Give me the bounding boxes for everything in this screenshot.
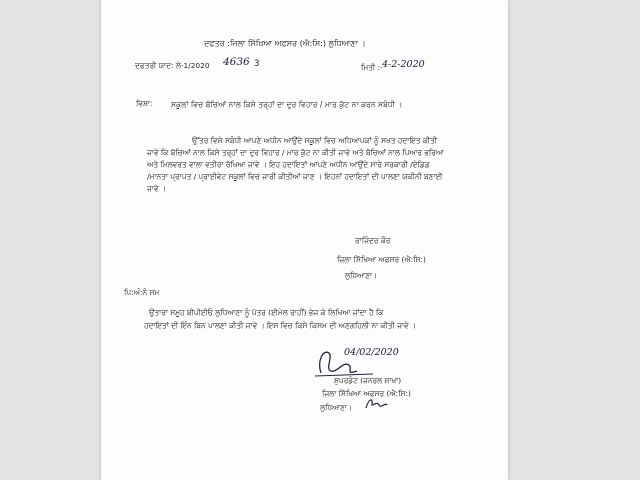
second-signature-date: 04/02/2020 <box>344 347 399 358</box>
memo-number-suffix: 3 <box>254 59 260 69</box>
memo-number-handwritten: 4636 <box>223 56 250 68</box>
body-line-4: /ਮਾਨਤਾ ਪ੍ਰਾਪਤ / ਪ੍ਰਾਈਵੇਟ ਸਕੂਲਾਂ ਵਿਚ ਜਾਰੀ ਕੀਤੀਆਂ ਜਾਣ । ਇਹਨਾਂ ਹਦਾਇਤਾਂ ਦੀ ਪਾਲਣਾ ਯਕੀਨੀ ਬਣਾਈ <box>147 172 443 181</box>
body-line-5: ਜਾਵੇ । <box>147 184 166 193</box>
subject-text: ਸਕੂਲਾਂ ਵਿਚ ਬੱਚਿਆਂ ਨਾਲ ਕਿਸੇ ਤਰ੍ਹਾਂ ਦਾ ਦੁਰ ਵਿਹਾਰ / ਮਾਰ ਕੁੱਟ ਨਾ ਕਰਨ ਸਬੰਧੀ । <box>171 100 403 109</box>
copy-label: ਪਿ:ਅੰ:ਨੰ ਸਮ <box>124 288 160 297</box>
body-line-3: ਅਤੇ ਮਿਲਵਰਤ ਵਾਲਾ ਵਤੀਰਾ ਰੱਖਿਆ ਜਾਵੇ । ਇਹ ਹਦਾਇਤਾਂ ਆਪਣੇ ਅਧੀਨ ਆਉਂਦੇ ਸਾਰੇ ਸਰਕਾਰੀ /ਏਡਿਡ <box>147 160 430 169</box>
subject-label: ਵਿਸ਼ਾ: <box>136 99 153 108</box>
signatory-designation: ਜ਼ਿਲਾ ਸਿੱਖਿਆ ਅਫਸਰ (ਐ:ਸਿ:) <box>337 255 426 264</box>
date-handwritten: 4-2-2020 <box>382 59 425 70</box>
office-header: ਦਫਤਰ :ਜਿਲਾ ਸਿੱਖਿਆ ਅਫਸਰ (ਐ:ਸਿ:) ਲੁਧਿਆਣਾ । <box>204 39 366 48</box>
document-page <box>101 0 508 480</box>
initials-mark <box>363 396 389 412</box>
signatory-place: ਲੁਧਿਆਣਾ। <box>345 271 377 280</box>
second-signatory-line3: ਲੁਧਿਆਣਾ। <box>320 403 352 412</box>
copy-line-1: ਉਤਾਰਾ ਸਮੂਹ ਬੀਪੀਈਓ ਲੁਧਿਆਣਾ ਨੂੰ ਪੱਤਰ (ਈਮੇਲ ਰਾਹੀਂ) ਭੇਜ ਕੇ ਲਿਖਿਆ ਜਾਂਦਾ ਹੈ ਕਿ <box>149 308 384 317</box>
body-line-2: ਜਾਵੇ ਕਿ ਬੱਚਿਆਂ ਨਾਲ ਕਿਸੇ ਤਰ੍ਹਾਂ ਦਾ ਦੁਰ ਵਿਹਾਰ / ਮਾਰ ਕੁੱਟ ਨਾ ਕੀਤੀ ਜਾਵੇ ਅਤੇ ਬੱਚਿਆਂ ਨਾਲ ਪਿਆਰ ਭਰਿਆ <box>147 148 444 157</box>
second-signatory-line1: ਸੁਪਰਡੰਟ (ਜਨਰਲ ਸ਼ਾਖਾ) <box>334 376 402 385</box>
memo-number-label: ਦਫਤਰੀ ਯਾਦ: ਲੇ-1/2020 <box>135 61 210 70</box>
signatory-name: ਰਾਜਿੰਦਰ ਕੌਰ <box>355 236 391 245</box>
copy-line-2: ਹਦਾਇਤਾਂ ਦੀ ਇੰਨ ਬਿਨ ਪਾਲਣਾ ਕੀਤੀ ਜਾਵੇ । ਇਸ ਵਿਚ ਕਿਸੇ ਕਿਸਮ ਦੀ ਅਣਗਹਿਲੀ ਨਾ ਕੀਤੀ ਜਾਵੇ । <box>144 321 417 330</box>
date-label: ਮਿਤੀ :- <box>361 63 383 72</box>
body-line-1: ਉੱਤਰ ਵਿਸ਼ੇ ਸਬੰਧੀ ਆਪਣੇ ਅਧੀਨ ਆਉਂਦੇ ਸਕੂਲਾਂ ਵਿਚ ਅਧਿਆਪਕਾਂ ਨੂੰ ਸਖਤ ਹਦਾਇਤ ਕੀਤੀ <box>192 136 438 145</box>
second-signatory-line2: ਜਿਲਾ ਸਿੱਖਿਆ ਅਫਸਰ (ਐ:ਸਿ:) <box>322 389 411 398</box>
